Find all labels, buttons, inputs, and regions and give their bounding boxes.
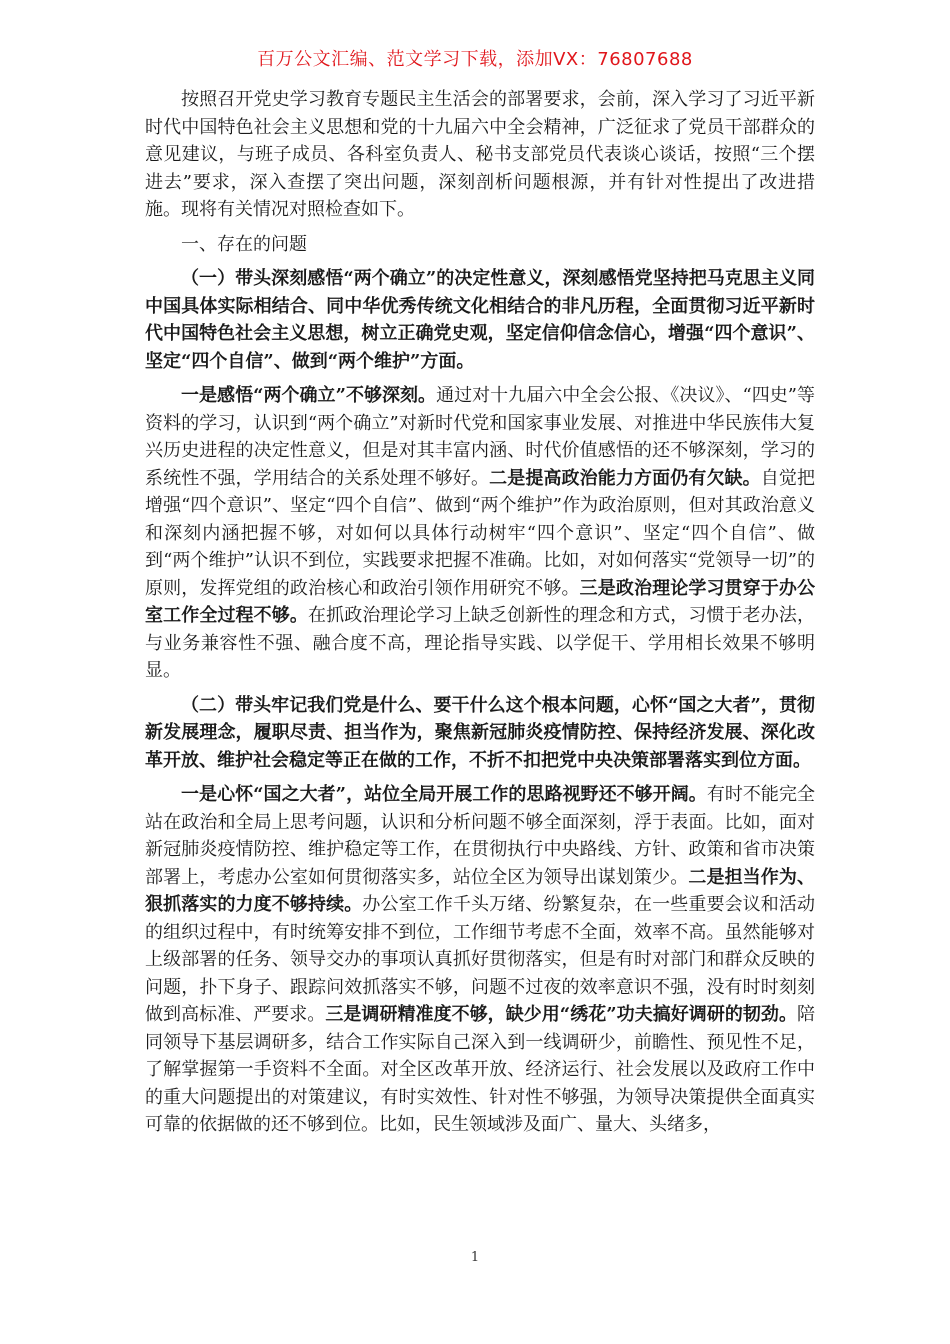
part2-item3-text: 陪同领导下基层调研多，结合工作实际自己深入到一线调研少，前瞻性、预见性不足，了解掌握第一手资料不全面。对全区改革开放、经济运行、社会发展以及政府工作中的重大问题提出的对策建议，有时实效性、针对性不够强，为领导决策提供全面真实可靠的依据做的还不够到位。比如，民生领域涉及面广、量大、头绪多， <box>145 1004 815 1135</box>
part2-item2-text: 办公室工作千头万绪、纷繁复杂，在一些重要会议和活动的组织过程中，有时统筹安排不到位，工作细节考虑不全面，效率不高。虽然能够对上级部署的任务、领导交办的事项认真抓好贯彻落实，但是有时对部门和群众反映的问题，扑下身子、跟踪问效抓落实不够，问题不过夜的效率意识不强，没有时时刻刻做到高标准、严要求。 <box>145 894 816 1025</box>
intro-paragraph: 按照召开党史学习教育专题民主生活会的部署要求，会前，深入学习了习近平新时代中国特色社会主义思想和党的十九届六中全会精神，广泛征求了党员干部群众的意见建议，与班子成员、各科室负责人、秘书支部党员代表谈心谈话，按照“三个摆进去”要求，深入查摆了突出问题，深刻剖析问题根源，并有针对性提出了改进措施。现将有关情况对照检查如下。 <box>145 89 815 220</box>
part2-item1-title: 一是心怀“国之大者”，站位全局开展工作的思路视野还不够开阔。 <box>181 784 707 805</box>
document-body <box>145 86 815 1139</box>
part2-paragraph <box>145 781 815 1139</box>
part2-item3-title: 三是调研精准度不够，缺少用“绣花”功夫搞好调研的韧劲。 <box>325 1004 797 1025</box>
part1-item1-text: 通过对十九届六中全会公报、《决议》、“四史”等资料的学习，认识到“两个确立”对新时代党和国家事业发展、对推进中华民族伟大复兴历史进程的决定性意义，但是对其丰富内涵、时代价值感悟的还不够深刻，学习的系统性不强，学用结合的关系处理不够好。 <box>145 385 815 489</box>
part2-item1-text: 有时不能完全站在政治和全局上思考问题，认识和分析问题不够全面深刻，浮于表面。比如，面对新冠肺炎疫情防控、维护稳定等工作，在贯彻执行中央路线、方针、政策和省市决策部署上，考虑办公室如何贯彻落实多，站位全区为领导出谋划策少。 <box>145 784 815 888</box>
page-number: 1 <box>470 1250 480 1265</box>
part1-heading: （一）带头深刻感悟“两个确立”的决定性意义，深刻感悟党坚持把马克思主义同中国具体实际相结合、同中华优秀传统文化相结合的非凡历程，全面贯彻习近平新时代中国特色社会主义思想，树立正确党史观，坚定信仰信念信心，增强“四个意识”、坚定“四个自信”、做到“两个维护”方面。 <box>145 268 815 372</box>
part1-paragraph <box>145 382 815 685</box>
part2-item2-title: 二是担当作为、狠抓落实的力度不够持续。 <box>145 866 816 915</box>
part1-item3-title: 三是政治理论学习贯穿于办公室工作全过程不够。 <box>145 577 816 626</box>
part1-item1-title: 一是感悟“两个确立”不够深刻。 <box>181 385 437 406</box>
section-heading: 一、存在的问题 <box>181 233 307 255</box>
part1-item2-text: 自觉把增强“四个意识”、坚定“四个自信”、做到“两个维护”作为政治原则，但对其政治意义和深刻内涵把握不够，对如何以具体行动树牢“四个意识”、坚定“四个自信”、做到“两个维护”认识不到位，实践要求把握不准确。比如，对如何落实“党领导一切”的原则，发挥党组的政治核心和政治引领作用研究不够。 <box>145 467 816 599</box>
promo-banner: 百万公文汇编、范文学习下载，添加VX：76807688 <box>257 49 693 70</box>
part1-item3-text: 在抓政治理论学习上缺乏创新性的理念和方式，习惯于老办法，与业务兼容性不强、融合度不高，理论指导实践、以学促干、学用相长效果不够明显。 <box>145 605 815 681</box>
part1-item2-title: 二是提高政治能力方面仍有欠缺。 <box>489 467 761 489</box>
part2-heading: （二）带头牢记我们党是什么、要干什么这个根本问题，心怀“国之大者”，贯彻新发展理念，履职尽责、担当作为，聚焦新冠肺炎疫情防控、保持经济发展、深化改革开放、维护社会稳定等正在做的工作，不折不扣把党中央决策部署落实到位方面。 <box>145 694 815 771</box>
